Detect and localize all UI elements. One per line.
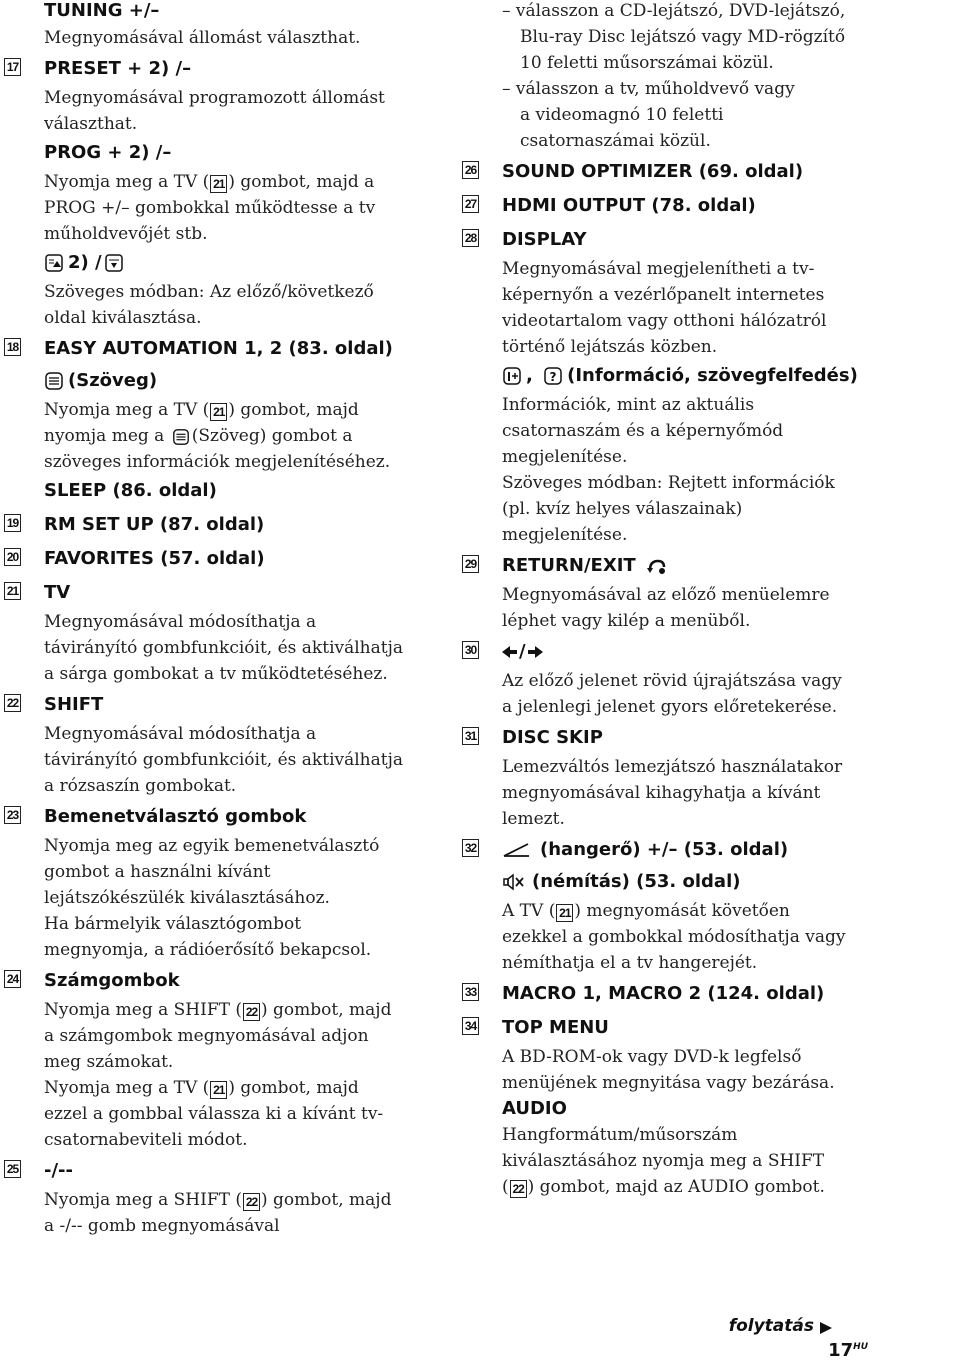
entry-33 — [458, 978, 958, 1010]
entry-title: DISC SKIP — [502, 727, 603, 748]
entry-text: ( 22 ) gombot, majd az AUDIO gombot. — [502, 1177, 825, 1197]
entry-title: SOUND OPTIMIZER (69. oldal) — [502, 161, 804, 182]
entry-text: kiválasztásához nyomja meg a SHIFT — [502, 1151, 825, 1171]
entry-title: -/-- — [44, 1160, 73, 1181]
entry-text: Blu-ray Disc lejátszó vagy MD-rögzítő — [520, 27, 846, 47]
entry-title: / — [502, 636, 958, 668]
entry-title: TUNING +/– — [44, 0, 160, 21]
item-number: 26 — [462, 161, 479, 179]
entry-text: csatornaszámai közül. — [520, 131, 711, 151]
advance-icon — [527, 645, 543, 659]
entry-text: Nyomja meg a TV ( 21 ) gombot, majd — [44, 400, 359, 420]
entry-subtitle: (Szöveg) — [44, 365, 455, 397]
item-number: 24 — [4, 970, 21, 988]
entry-text: ezzel a gombbal válassza ki a kívánt tv- — [44, 1104, 384, 1124]
entry-title: Számgombok — [44, 970, 180, 991]
svg-text:?: ? — [549, 370, 557, 384]
entry-text: nyomja meg a (Szöveg) gombot a — [44, 426, 353, 446]
entry-text: lemezt. — [502, 809, 565, 829]
entry-19 — [0, 509, 455, 541]
entry-text: Nyomja meg a TV ( 21 ) gombot, majd a — [44, 172, 375, 192]
entry-23 — [0, 801, 455, 963]
entry-subtitle: , ? (Információ, szövegfelfedés) — [502, 360, 958, 392]
entry-subtitle: 2) / — [44, 247, 455, 279]
entry-text: Megnyomásával programozott állomást — [44, 88, 385, 108]
entry-22 — [0, 689, 455, 799]
entry-title: RM SET UP (87. oldal) — [44, 514, 265, 535]
mute-icon — [502, 872, 526, 892]
entry-title: Bemenetválasztó gombok — [44, 806, 307, 827]
entry-title: DISPLAY — [502, 229, 587, 250]
entry-text: Nyomja meg az egyik bemenetválasztó — [44, 836, 380, 856]
text-icon — [44, 371, 64, 391]
entry-subtitle: SLEEP (86. oldal) — [44, 480, 217, 501]
item-number: 29 — [462, 555, 479, 573]
item-number: 22 — [4, 694, 21, 712]
entry-text: A BD-ROM-ok vagy DVD-k legfelső — [502, 1047, 802, 1067]
ref-number: 21 — [210, 403, 227, 421]
entry-text: (pl. kvíz helyes válaszainak) — [502, 499, 743, 519]
entry-text: oldal kiválasztása. — [44, 308, 202, 328]
item-number: 27 — [462, 195, 479, 213]
entry-text: Az előző jelenet rövid újrajátszása vagy — [502, 671, 842, 691]
entry-text: Lemezváltós lemezjátszó használatakor — [502, 757, 843, 777]
item-number: 23 — [4, 806, 21, 824]
entry-text: távirányító gombfunkcióit, és aktiválhatja — [44, 750, 404, 770]
entry-text: léphet vagy kilép a menüből. — [502, 611, 751, 631]
entry-text: gombot a használni kívánt — [44, 862, 271, 882]
entry-text: menüjének megnyitása vagy bezárása. — [502, 1073, 835, 1093]
entry-text: Nyomja meg a SHIFT ( 22 ) gombot, majd — [44, 1190, 392, 1210]
ref-number: 22 — [510, 1180, 527, 1198]
entry-30 — [458, 636, 958, 720]
entry-text: a sárga gombokat a tv működtetéséhez. — [44, 664, 388, 684]
entry-32 — [458, 834, 958, 976]
entry-subtitle: AUDIO — [502, 1098, 567, 1119]
entry-text: 10 feletti műsorszámai közül. — [520, 53, 774, 73]
item-number: 34 — [462, 1017, 479, 1035]
entry-title: (hangerő) +/– (53. oldal) — [502, 834, 958, 866]
entry-subtitle: PROG + 2) /– — [44, 142, 172, 163]
entry-title: MACRO 1, MACRO 2 (124. oldal) — [502, 983, 825, 1004]
entry-text: némíthatja el a tv hangerejét. — [502, 953, 758, 973]
reveal-icon — [543, 366, 563, 386]
entry-29 — [458, 550, 958, 634]
item-number: 19 — [4, 514, 21, 532]
item-number: 18 — [4, 338, 21, 356]
page-number: $17^{HU}$ — [828, 1340, 868, 1361]
entry-continued — [458, 0, 958, 154]
entry-text: – válasszon a tv, műholdvevő vagy — [502, 79, 795, 99]
entry-text: Ha bármelyik választógombot — [44, 914, 302, 934]
entry-title: PRESET + 2) /– — [44, 58, 192, 79]
entry-text: a rózsaszín gombokat. — [44, 776, 237, 796]
entry-text: Megnyomásával állomást választhat. — [44, 28, 361, 48]
ref-number: 22 — [243, 1193, 260, 1211]
entry-20 — [0, 543, 455, 575]
entry-24 — [0, 965, 455, 1153]
entry-18 — [0, 333, 455, 507]
entry-text: – válasszon a CD-lejátszó, DVD-lejátszó, — [502, 1, 846, 21]
replay-icon — [502, 645, 518, 659]
entry-17 — [0, 53, 455, 331]
entry-text: Szöveges módban: Az előző/következő — [44, 282, 374, 302]
entry-title: SHIFT — [44, 694, 104, 715]
entry-text: Információk, mint az aktuális — [502, 395, 755, 415]
item-number: 32 — [462, 839, 479, 857]
entry-text: Szöveges módban: Rejtett információk — [502, 473, 835, 493]
entry-text: lejátszókészülék kiválasztásához. — [44, 888, 330, 908]
entry-34 — [458, 1012, 958, 1200]
ref-number: 21 — [556, 904, 573, 922]
entry-title: HDMI OUTPUT (78. oldal) — [502, 195, 756, 216]
entry-text: megnyomásával kihagyhatja a kívánt — [502, 783, 821, 803]
item-number: 31 — [462, 727, 479, 745]
entry-title: RETURN/EXIT — [502, 550, 958, 582]
entry-title: EASY AUTOMATION 1, 2 (83. oldal) — [44, 338, 393, 359]
entry-text: képernyőn a vezérlőpanelt internetes — [502, 285, 825, 305]
entry-text: csatornaszám és a képernyőmód — [502, 421, 784, 441]
entry-text: történő lejátszás közben. — [502, 337, 718, 357]
item-number: 25 — [4, 1160, 21, 1178]
entry-text: videotartalom vagy otthoni hálózatról — [502, 311, 827, 331]
text-icon — [172, 428, 190, 446]
entry-text: választhat. — [44, 114, 138, 134]
item-number: 33 — [462, 983, 479, 1001]
entry-text: ezekkel a gombokkal módosíthatja vagy — [502, 927, 846, 947]
entry-text: szöveges információk megjelenítéséhez. — [44, 452, 391, 472]
entry-text: Nyomja meg a SHIFT ( 22 ) gombot, majd — [44, 1000, 392, 1020]
entry-26 — [458, 156, 958, 188]
entry-text: A TV ( 21 ) megnyomását követően — [502, 901, 790, 921]
entry-text: Hangformátum/műsorszám — [502, 1125, 738, 1145]
continued-arrow-icon — [820, 1322, 832, 1334]
text-page-up-icon — [44, 253, 64, 273]
entry-text: Nyomja meg a TV ( 21 ) gombot, majd — [44, 1078, 359, 1098]
entry-text: megjelenítése. — [502, 525, 628, 545]
entry-title: FAVORITES (57. oldal) — [44, 548, 265, 569]
entry-title: TOP MENU — [502, 1017, 609, 1038]
entry-text: a számgombok megnyomásával adjon — [44, 1026, 369, 1046]
entry-text: Megnyomásával módosíthatja a — [44, 612, 317, 632]
item-number: 17 — [4, 58, 21, 76]
entry-subtitle: (némítás) (53. oldal) — [502, 866, 958, 898]
item-number: 20 — [4, 548, 21, 566]
entry-25 — [0, 1155, 455, 1239]
entry-text: megjelenítése. — [502, 447, 628, 467]
entry-27 — [458, 190, 958, 222]
entry-text: a jelenlegi jelenet gyors előretekerése. — [502, 697, 838, 717]
entry-text: a -/-- gomb megnyomásával — [44, 1216, 280, 1236]
entry-28 — [458, 224, 958, 548]
entry-tuning — [0, 0, 455, 51]
ref-number: 21 — [210, 1081, 227, 1099]
continued-label: folytatás — [728, 1316, 814, 1336]
entry-text: csatornabeviteli módot. — [44, 1130, 248, 1150]
entry-text: PROG +/– gombokkal működtesse a tv — [44, 198, 376, 218]
entry-text: meg számokat. — [44, 1052, 174, 1072]
entry-21 — [0, 577, 455, 687]
item-number: 21 — [4, 582, 21, 600]
item-number: 30 — [462, 641, 479, 659]
text-page-down-icon — [104, 253, 124, 273]
entry-text: megnyomja, a rádióerősítő bekapcsol. — [44, 940, 372, 960]
left-column — [0, 0, 455, 1239]
entry-text: a videomagnó 10 feletti — [520, 105, 724, 125]
entry-31 — [458, 722, 958, 832]
item-number: 28 — [462, 229, 479, 247]
info-icon — [502, 366, 522, 386]
ref-number: 21 — [210, 175, 227, 193]
entry-text: műholdvevőjét stb. — [44, 224, 208, 244]
entry-text: Megnyomásával az előző menüelemre — [502, 585, 830, 605]
entry-text: Megnyomásával módosíthatja a — [44, 724, 317, 744]
right-column — [458, 0, 958, 1200]
entry-title: TV — [44, 582, 71, 603]
ref-number: 22 — [243, 1003, 260, 1021]
entry-text: Megnyomásával megjelenítheti a tv- — [502, 259, 815, 279]
volume-icon — [502, 841, 532, 859]
return-icon — [646, 556, 668, 576]
entry-text: távirányító gombfunkcióit, és aktiválhatja — [44, 638, 404, 658]
